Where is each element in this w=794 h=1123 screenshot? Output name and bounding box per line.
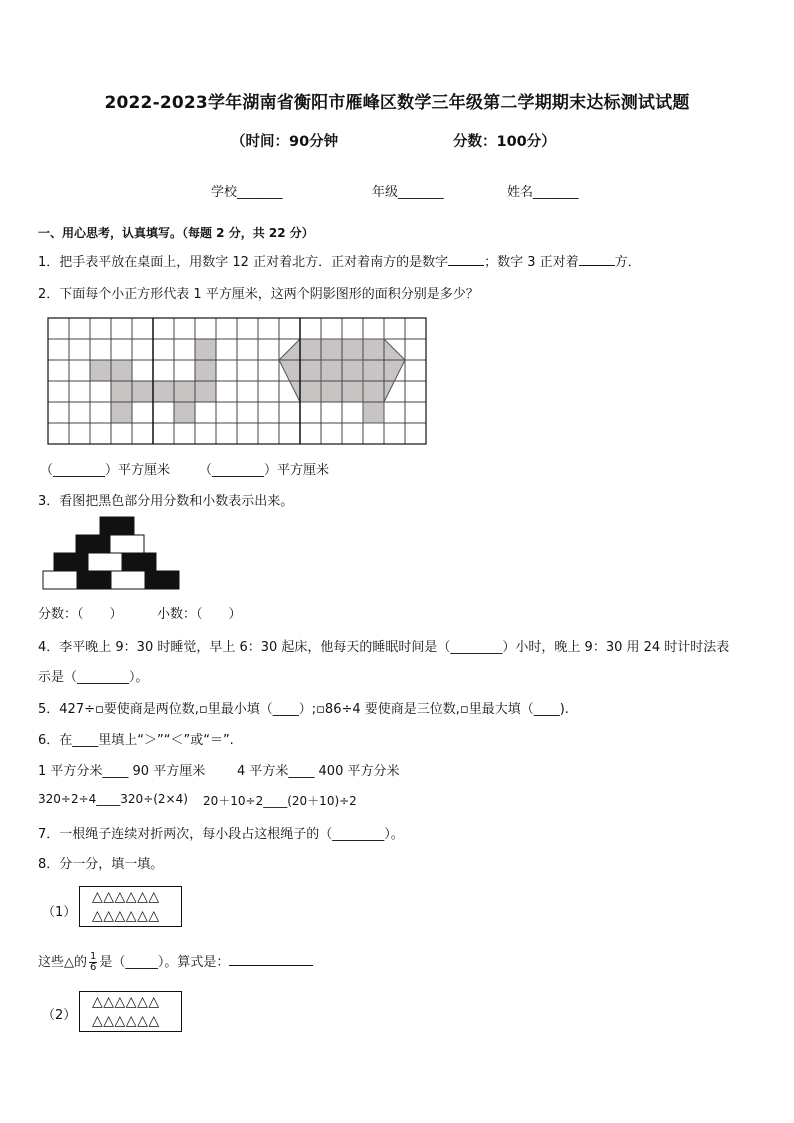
question-4-line-2: 示是（________）。 bbox=[38, 670, 149, 685]
q2-answer-2[interactable]: （________）平方厘米 bbox=[199, 463, 330, 478]
fraction-one-sixth bbox=[89, 952, 97, 973]
brick-pyramid bbox=[42, 516, 182, 591]
grid-figure bbox=[48, 318, 428, 444]
q1-text-3: 方． bbox=[614, 255, 641, 270]
q8-formula-blank[interactable] bbox=[229, 953, 313, 966]
question-8: 8．分一分，填一填。 bbox=[38, 857, 164, 872]
q2-answer-1[interactable]: （________）平方厘米 bbox=[40, 463, 171, 478]
q3-decimal[interactable]: 小数：（ ） bbox=[157, 607, 242, 622]
q8-part-1-label: （1） bbox=[42, 905, 77, 920]
triangle-row: △△△△△△ bbox=[92, 1013, 160, 1029]
triangle-row: △△△△△△ bbox=[92, 889, 160, 905]
question-1 bbox=[38, 251, 641, 270]
section-heading: 一、用心思考，认真填写。（每题 2 分，共 22 分） bbox=[38, 226, 314, 240]
question-6: 6．在____里填上“＞”“＜”或“＝”. bbox=[38, 733, 234, 748]
question-5: 5．427÷▫要使商是两位数,▫里最小填（____）;▫86÷4 要使商是三位数,▫里最大填（____). bbox=[38, 702, 569, 717]
q6-item-3: 320÷2÷4____320÷(2×4) bbox=[38, 792, 188, 806]
q8-frac-suffix: 是（_____）。算式是： bbox=[99, 955, 230, 970]
q1-text-1: 1．把手表平放在桌面上，用数字 12 正对着北方．正对着南方的是数字 bbox=[38, 255, 449, 270]
fraction-numerator: 1 bbox=[90, 951, 97, 962]
page-title: 2022-2023学年湖南省衡阳市雁峰区数学三年级第二学期期末达标测试试题 bbox=[104, 93, 690, 113]
question-4-line-1: 4．李平晚上 9：30 时睡觉，早上 6：30 起床，他每天的睡眠时间是（________）小时，晚上 9：30 用 24 时计时法表 bbox=[38, 640, 730, 655]
grid-lines bbox=[48, 318, 426, 444]
q3-fraction[interactable]: 分数：（ ） bbox=[38, 607, 123, 622]
q6-item-2: 4 平方米____ 400 平方分米 bbox=[237, 764, 400, 779]
question-3: 3．看图把黑色部分用分数和小数表示出来。 bbox=[38, 494, 294, 509]
q1-blank-1[interactable] bbox=[448, 253, 484, 266]
triangle-row: △△△△△△ bbox=[92, 908, 160, 924]
q1-text-2: ；数字 3 正对着 bbox=[484, 255, 579, 270]
q8-part-2-label: （2） bbox=[42, 1008, 77, 1023]
question-2: 2．下面每个小正方形代表 1 平方厘米，这两个阴影图形的面积分别是多少？ bbox=[38, 287, 479, 302]
school-field: 学校_______ bbox=[211, 185, 283, 200]
grade-field: 年级_______ bbox=[372, 185, 444, 200]
q8-frac-prefix: 这些△的 bbox=[38, 955, 87, 970]
fraction-denominator: 6 bbox=[90, 962, 97, 973]
name-field: 姓名_______ bbox=[507, 185, 579, 200]
question-7: 7．一根绳子连续对折两次，每小段占这根绳子的（________）。 bbox=[38, 827, 404, 842]
q6-item-1: 1 平方分米____ 90 平方厘米 bbox=[38, 764, 206, 779]
q1-blank-2[interactable] bbox=[579, 253, 615, 266]
exam-score: 分数：100分） bbox=[453, 134, 556, 150]
q6-item-4: 20＋10÷2____(20＋10)÷2 bbox=[203, 794, 357, 808]
exam-time: （时间：90分钟 bbox=[231, 134, 339, 150]
triangle-box-2 bbox=[79, 991, 182, 1032]
triangle-box-1 bbox=[79, 886, 182, 927]
triangle-row: △△△△△△ bbox=[92, 994, 160, 1010]
q8-fraction-question bbox=[38, 951, 313, 973]
